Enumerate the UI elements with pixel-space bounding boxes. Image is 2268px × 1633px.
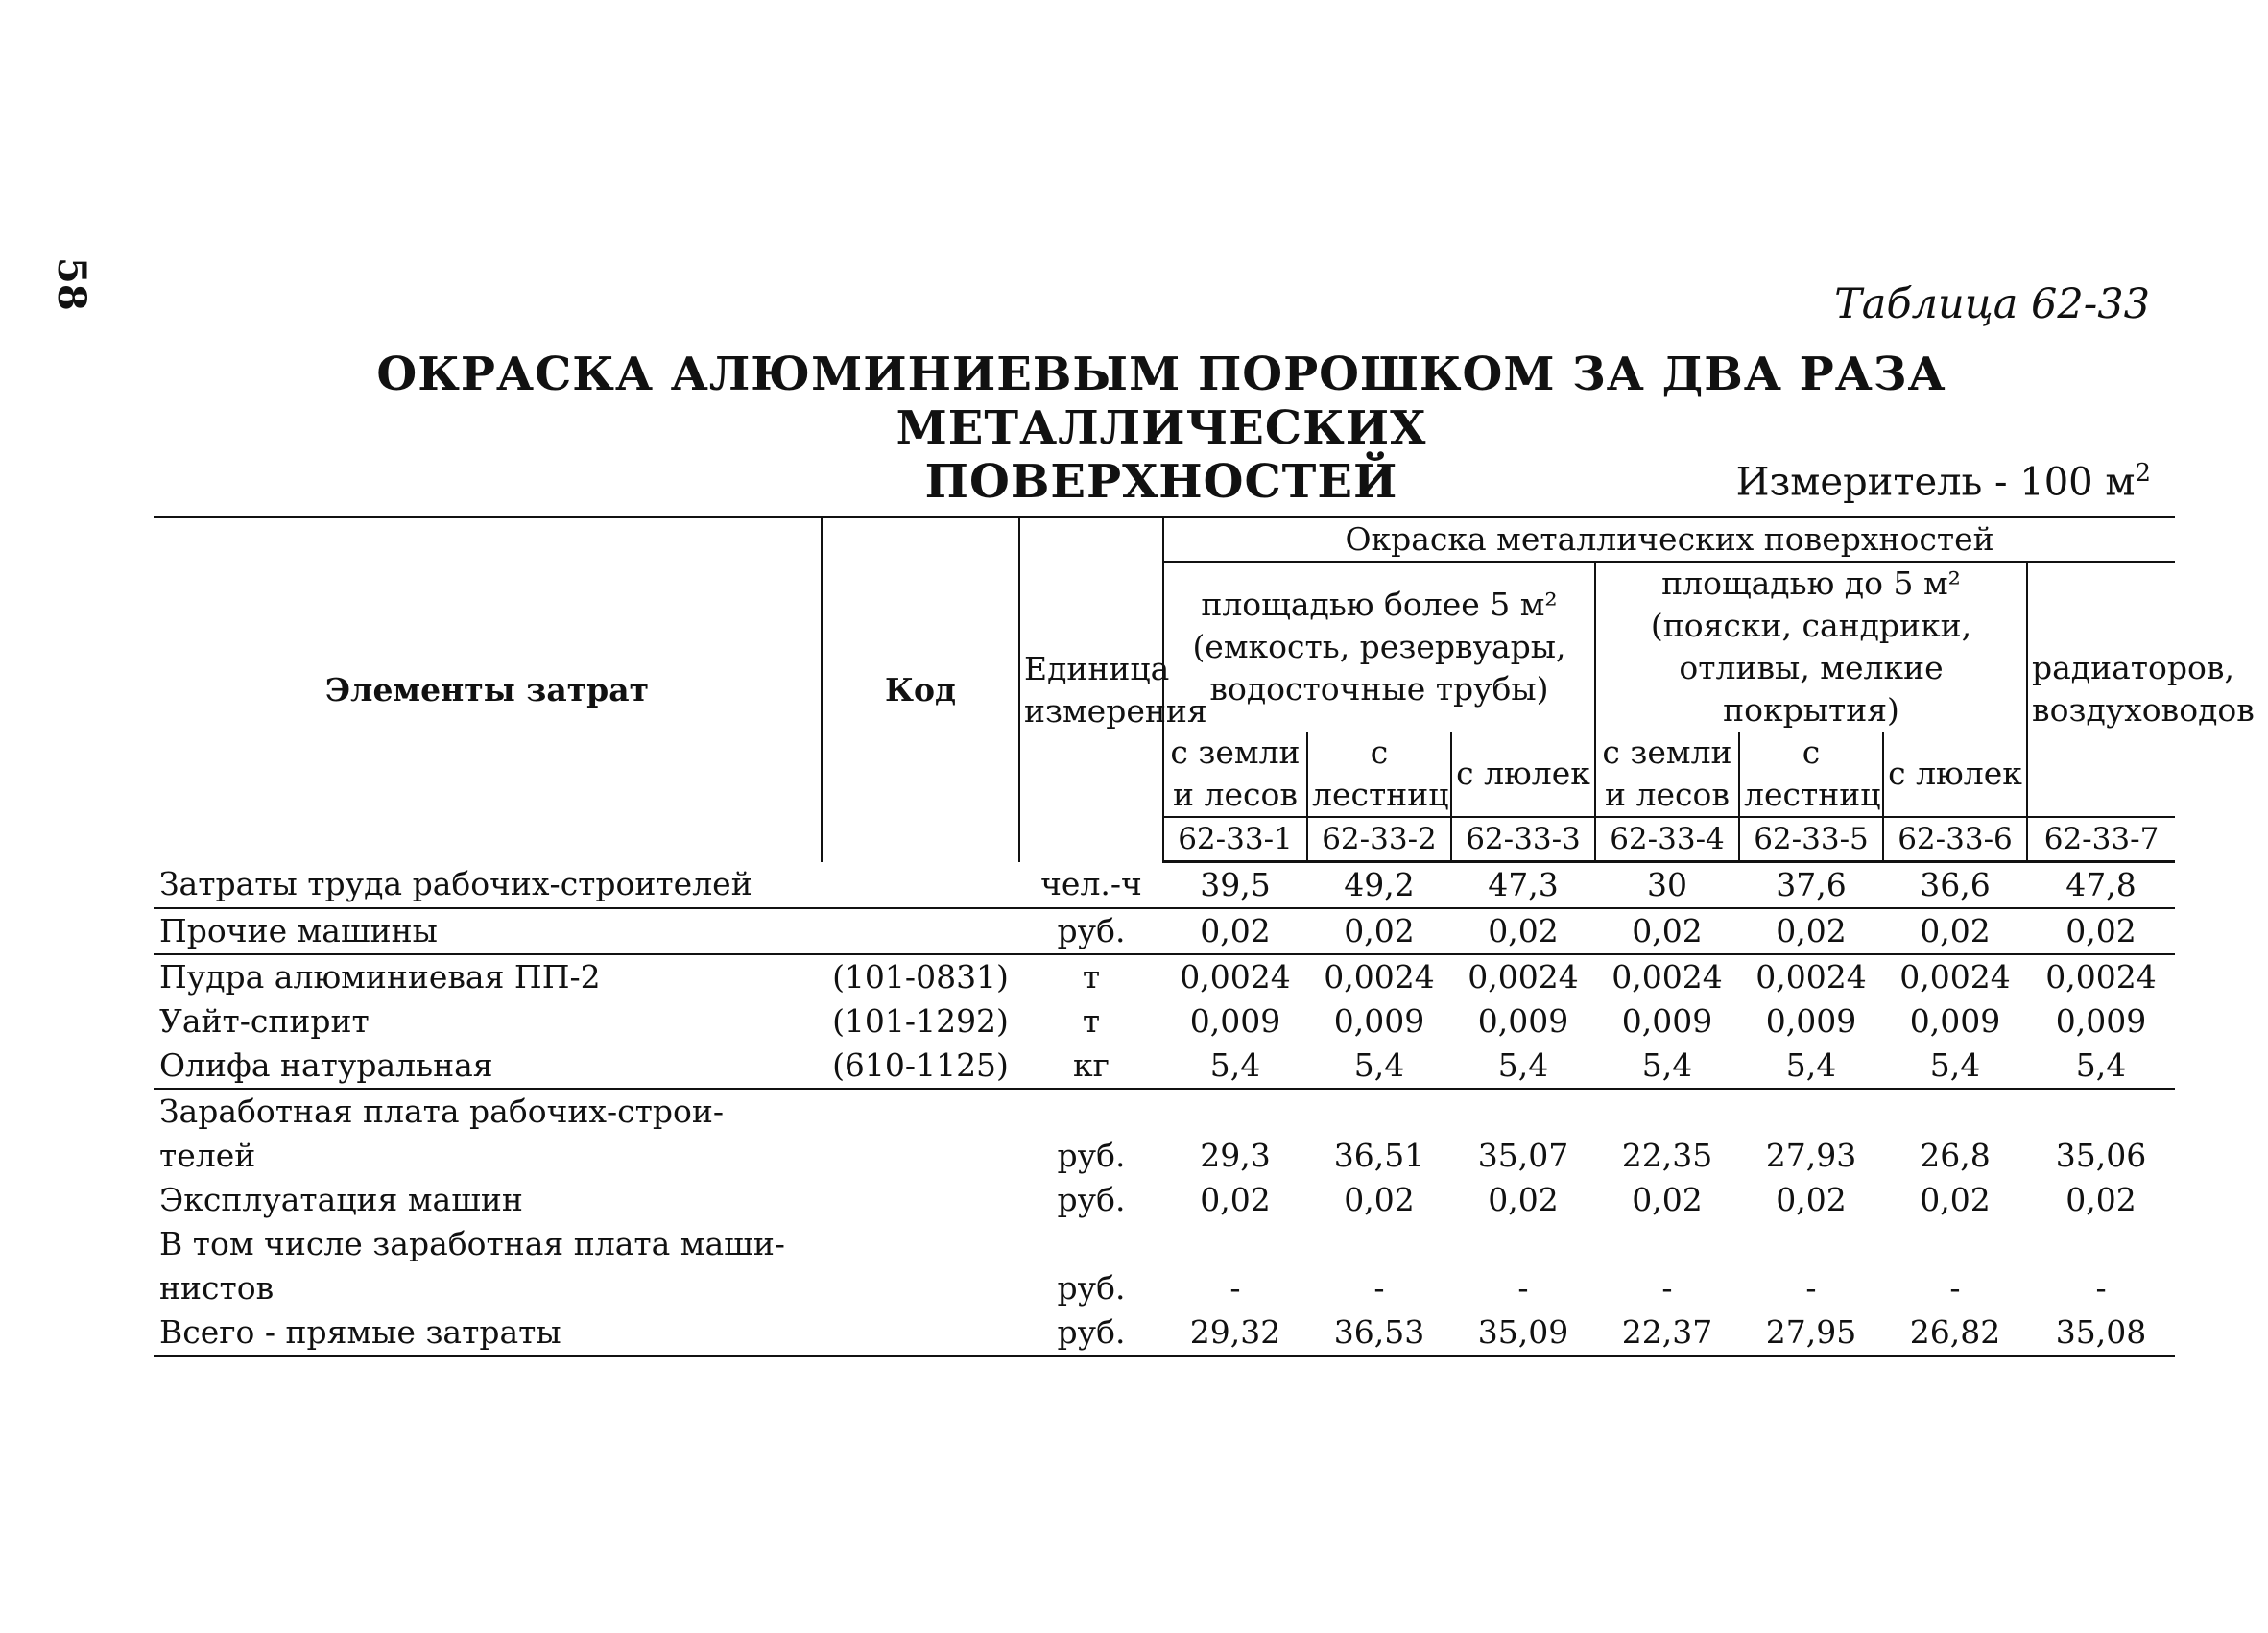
row-unit: т <box>1082 958 1101 996</box>
cell: 0,02 <box>1307 908 1451 954</box>
cell: - <box>1949 1269 1961 1307</box>
row-name: Уайт-спирит <box>159 1002 370 1040</box>
header-sub-radiators: радиаторов, воздуховодов <box>2032 649 2255 729</box>
table-row <box>154 862 2175 909</box>
header-col-ladder-2: с лестниц <box>1739 732 1883 817</box>
cell: 0,009 <box>2055 1002 2147 1040</box>
row-unit: чел.-ч <box>1019 862 1163 909</box>
row-name <box>154 1089 1019 1178</box>
cell: 26,82 <box>1883 1310 2027 1357</box>
cell: - <box>1373 1269 1385 1307</box>
title-line-1: ОКРАСКА АЛЮМИНИЕВЫМ ПОРОШКОМ ЗА ДВА РАЗА МЕТАЛЛИЧЕСКИХ <box>376 348 1946 455</box>
cell: 47,3 <box>1451 862 1595 909</box>
header-col-ground-2: с земли и лесов <box>1595 732 1739 817</box>
header-sub-small: площадью до 5 м² (пояски, сандрики, отливы, мелкие покрытия) <box>1595 562 2027 732</box>
code-cell-3: 62-33-3 <box>1451 817 1595 862</box>
row-name <box>154 1222 1019 1310</box>
cell: - <box>1517 1269 1529 1307</box>
cell: 30 <box>1595 862 1739 909</box>
row-unit: руб. <box>1057 1181 1126 1218</box>
cell: 35,08 <box>2027 1310 2175 1357</box>
cell: 35,09 <box>1451 1310 1595 1357</box>
cell: 29,3 <box>1200 1137 1271 1174</box>
row-name: Олифа натуральная <box>154 1044 822 1089</box>
cell: 0,0024 <box>1468 958 1579 996</box>
row-name: Прочие машины <box>154 908 1019 954</box>
table-row <box>154 908 2175 954</box>
row-unit: кг <box>1019 1044 1163 1089</box>
cell: 0,009 <box>1477 1002 1569 1040</box>
cell: 0,0024 <box>1899 958 2011 996</box>
table-row <box>154 1310 2175 1357</box>
row-unit: руб. <box>1057 1269 1126 1307</box>
row-name-line-2: нистов <box>159 1269 275 1307</box>
cell: 35,07 <box>1477 1137 1569 1174</box>
header-sub-large: площадью более 5 м² (емкость, резервуары, водосточные трубы) <box>1163 562 1595 732</box>
cell: - <box>2095 1269 2107 1307</box>
cell: 5,4 <box>1307 1044 1451 1089</box>
page-number: 58 <box>49 257 94 311</box>
row-name: Пудра алюминиевая ПП-2 <box>159 958 601 996</box>
table-row <box>154 1089 2175 1178</box>
row-code: (610-1125) <box>822 1044 1019 1089</box>
header-col-ladder-1: с лестниц <box>1307 732 1451 817</box>
cell: 49,2 <box>1307 862 1451 909</box>
cost-table <box>154 516 2255 1357</box>
measure-superscript: 2 <box>2135 459 2151 488</box>
cell: 39,5 <box>1163 862 1307 909</box>
code-cell-1: 62-33-1 <box>1163 817 1307 862</box>
cell: - <box>1661 1269 1673 1307</box>
cell: 0,02 <box>1883 908 2027 954</box>
cell: 36,53 <box>1307 1310 1451 1357</box>
code-cell-7: 62-33-7 <box>2027 817 2175 862</box>
cell: 0,009 <box>1909 1002 2001 1040</box>
table-row <box>154 999 2175 1044</box>
row-name: Эксплуатация машин <box>159 1181 523 1218</box>
cell: 22,35 <box>1621 1137 1713 1174</box>
header-code: Код <box>822 517 1019 862</box>
cell: 0,009 <box>1765 1002 1857 1040</box>
table-label: Таблица 62-33 <box>1834 280 2150 328</box>
cell: 0,0024 <box>1755 958 1867 996</box>
cell: 0,0024 <box>1180 958 1291 996</box>
cell: 0,009 <box>1333 1002 1425 1040</box>
cell: 5,4 <box>1451 1044 1595 1089</box>
cell: 26,8 <box>1920 1137 1991 1174</box>
cell: 29,32 <box>1163 1310 1307 1357</box>
cell: 36,51 <box>1333 1137 1425 1174</box>
cell: 5,4 <box>1883 1044 2027 1089</box>
cell: 0,0024 <box>2045 958 2157 996</box>
header-unit: Единица измерения <box>1019 517 1163 862</box>
row-code: (101-1292) <box>832 1002 1009 1040</box>
cell: - <box>1229 1269 1241 1307</box>
header-col-cradle-1: с люлек <box>1451 732 1595 817</box>
header-col-cradle-2: с люлек <box>1883 732 2027 817</box>
cell: 0,02 <box>1739 908 1883 954</box>
row-name-line-1: В том числе заработная плата маши- <box>159 1225 785 1262</box>
cell: 0,02 <box>1163 908 1307 954</box>
measure-unit <box>1632 459 2151 504</box>
cell: 0,02 <box>1344 1181 1415 1218</box>
cell: 5,4 <box>1739 1044 1883 1089</box>
row-unit: руб. <box>1019 908 1163 954</box>
table-row <box>154 1222 2175 1310</box>
cell: 22,37 <box>1595 1310 1739 1357</box>
header-elements: Элементы затрат <box>154 517 822 862</box>
cell: 0,009 <box>1189 1002 1281 1040</box>
cell: - <box>1805 1269 1817 1307</box>
table-row <box>154 1178 2175 1222</box>
cell: 5,4 <box>1163 1044 1307 1089</box>
code-cell-5: 62-33-5 <box>1739 817 1883 862</box>
row-name-line-1: Заработная плата рабочих-строи- <box>159 1093 725 1130</box>
cell: 5,4 <box>2027 1044 2175 1089</box>
code-cell-6: 62-33-6 <box>1883 817 2027 862</box>
code-cell-2: 62-33-2 <box>1307 817 1451 862</box>
measure-label: Измеритель - 100 м <box>1735 460 2136 505</box>
row-unit: т <box>1082 1002 1101 1040</box>
row-unit: руб. <box>1019 1310 1163 1357</box>
cell: 0,0024 <box>1611 958 1723 996</box>
cell: 0,02 <box>1488 1181 1559 1218</box>
cell: 36,6 <box>1883 862 2027 909</box>
row-name: Затраты труда рабочих-строителей <box>154 862 1019 909</box>
cell: 0,009 <box>1621 1002 1713 1040</box>
cell: 47,8 <box>2027 862 2175 909</box>
row-code: (101-0831) <box>832 958 1009 996</box>
code-cell-4: 62-33-4 <box>1595 817 1739 862</box>
cell: 0,02 <box>1451 908 1595 954</box>
table-row <box>154 954 2175 999</box>
cell: 0,02 <box>1632 1181 1703 1218</box>
cell: 5,4 <box>1595 1044 1739 1089</box>
row-name: Всего - прямые затраты <box>154 1310 1019 1357</box>
cell: 0,02 <box>1200 1181 1271 1218</box>
cell: 0,02 <box>2065 1181 2137 1218</box>
row-unit: руб. <box>1057 1137 1126 1174</box>
cell: 0,02 <box>1595 908 1739 954</box>
cell: 0,02 <box>2027 908 2175 954</box>
cell: 0,02 <box>1920 1181 1991 1218</box>
cell: 37,6 <box>1739 862 1883 909</box>
header-col-ground-1: с земли и лесов <box>1163 732 1307 817</box>
table-row <box>154 1044 2175 1089</box>
cell: 27,95 <box>1739 1310 1883 1357</box>
cell: 0,02 <box>1776 1181 1847 1218</box>
cell: 35,06 <box>2055 1137 2147 1174</box>
title-line-2: ПОВЕРХНОСТЕЙ <box>924 455 1398 509</box>
header-group: Окраска металлических поверхностей <box>1163 517 2175 563</box>
cell: 27,93 <box>1765 1137 1857 1174</box>
cell: 0,0024 <box>1324 958 1435 996</box>
row-name-line-2: телей <box>159 1137 256 1174</box>
